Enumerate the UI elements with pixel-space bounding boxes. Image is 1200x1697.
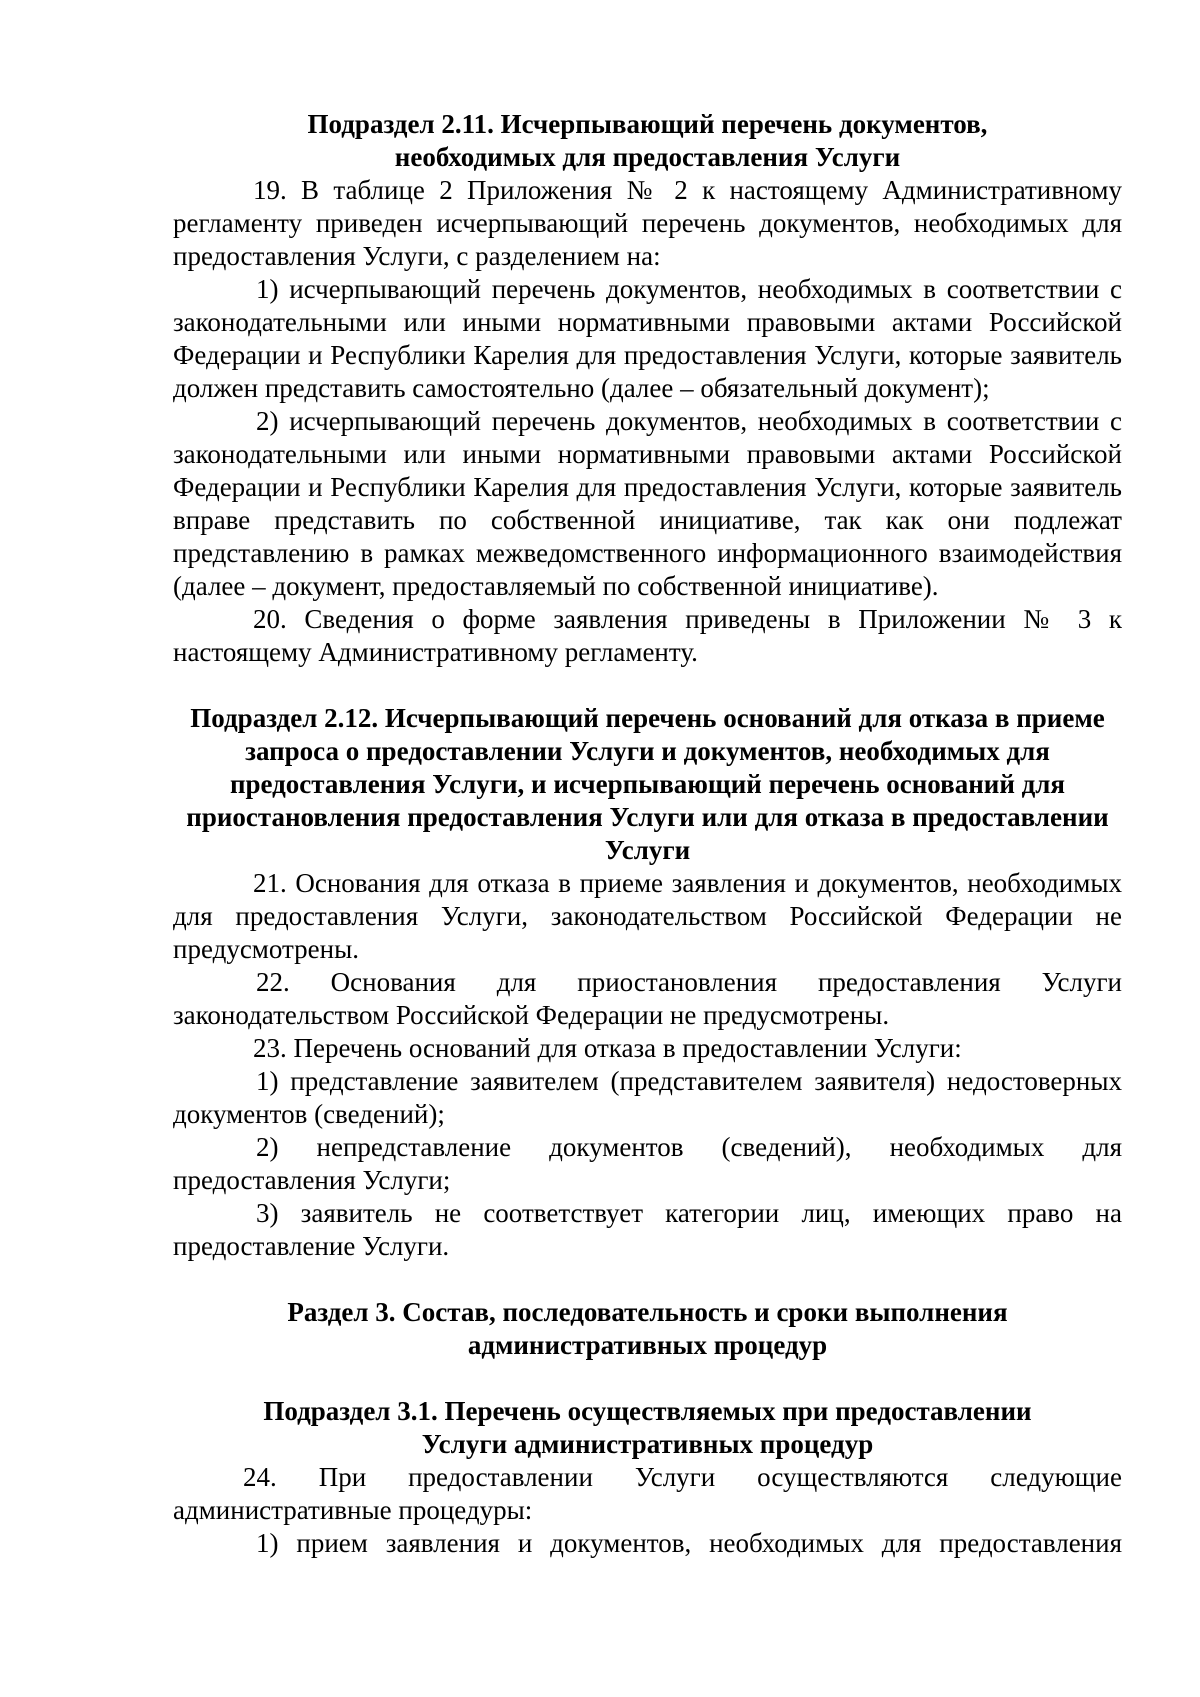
paragraph-23-item-2: 2) непредставление документов (сведений), необходимых для предоставления Услуги; <box>173 1132 1122 1195</box>
paragraph-23-item-3: 3) заявитель не соответствует категории лиц, имеющих право на предоставление Услуги. <box>173 1198 1122 1261</box>
section-3-heading: Раздел 3. Состав, последовательность и сроки выполнения административных процедур <box>287 1297 1008 1360</box>
subsection-2-11-heading: Подраздел 2.11. Исчерпывающий перечень документов, необходимых для предоставления Услуги <box>307 109 988 172</box>
paragraph-24-item-1: 1) прием заявления и документов, необходимых для предоставления <box>256 1528 1122 1558</box>
paragraph-24: 24. При предоставлении Услуги осуществляются следующие административные процедуры: <box>173 1462 1122 1525</box>
subsection-3-1-heading: Подраздел 3.1. Перечень осуществляемых при предоставлении Услуги административных процедур <box>263 1396 1032 1459</box>
subsection-2-12-heading: Подраздел 2.12. Исчерпывающий перечень оснований для отказа в приеме запроса о предоставлении Услуги и документов, необходимых для предоставления Услуги, и исчерпывающий перечень оснований для приостановления предоставления Услуги или для отказа в предоставлении Услуги <box>186 703 1109 865</box>
paragraph-21: 21. Основания для отказа в приеме заявления и документов, необходимых для предоставления Услуги, законодательством Российской Федерации не предусмотрены. <box>173 868 1122 964</box>
document-page <box>173 108 1122 1560</box>
paragraph-19: 19. В таблице 2 Приложения № 2 к настоящему Административному регламенту приведен исчерпывающий перечень документов, необходимых для предоставления Услуги, с разделением на: <box>173 175 1122 271</box>
paragraph-23: 23. Перечень оснований для отказа в предоставлении Услуги: <box>253 1033 962 1063</box>
paragraph-19-item-2: 2) исчерпывающий перечень документов, необходимых в соответствии с законодательными или иными нормативными правовыми актами Российской Федерации и Республики Карелия для предоставления Услуги, которые заявитель вправе представить по собственной инициативе, так как они подлежат представлению в рамках межведомственного информационного взаимодействия (далее – документ, предоставляемый по собственной инициативе). <box>173 406 1122 601</box>
paragraph-23-item-1: 1) представление заявителем (представителем заявителя) недостоверных документов (сведений); <box>173 1066 1122 1129</box>
paragraph-19-item-1: 1) исчерпывающий перечень документов, необходимых в соответствии с законодательными или иными нормативными правовыми актами Российской Федерации и Республики Карелия для предоставления Услуги, которые заявитель должен представить самостоятельно (далее – обязательный документ); <box>173 274 1122 403</box>
paragraph-20: 20. Сведения о форме заявления приведены в Приложении № 3 к настоящему Административному регламенту. <box>173 604 1122 667</box>
paragraph-22: 22. Основания для приостановления предоставления Услуги законодательством Российской Федерации не предусмотрены. <box>173 967 1122 1030</box>
